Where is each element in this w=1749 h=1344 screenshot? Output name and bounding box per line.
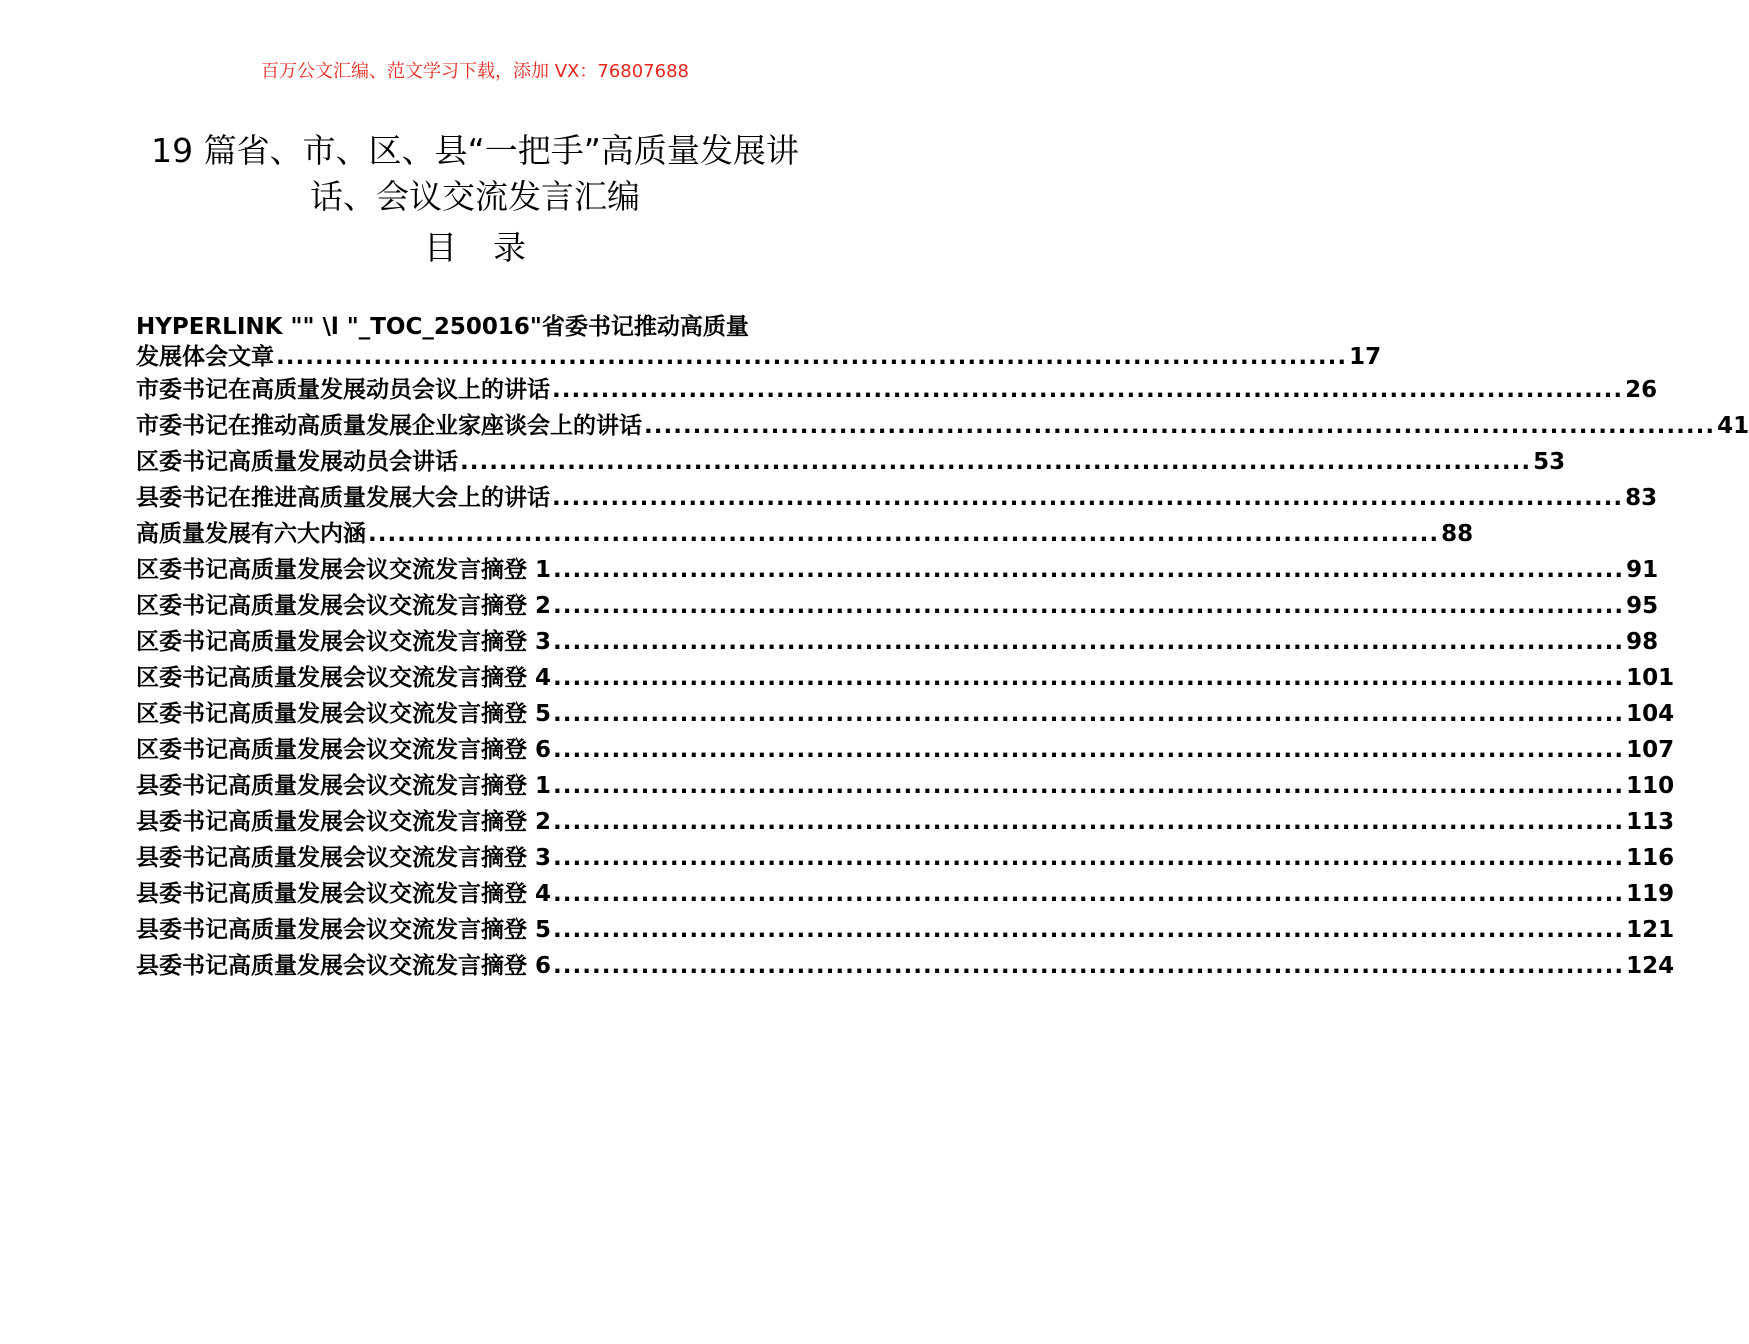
toc-entry-label: 县委书记高质量发展会议交流发言摘登 5 [136, 917, 552, 943]
toc-entry[interactable] [136, 480, 1658, 516]
toc-leader-dots: .............................................................................................................. [644, 413, 1716, 439]
toc-entry-page: 91 [1626, 557, 1659, 583]
toc-entry-page: 124 [1626, 953, 1675, 979]
toc-leader-dots: .............................................................................................................. [553, 809, 1625, 835]
toc-entry[interactable] [136, 372, 1658, 408]
toc-list [136, 312, 1749, 984]
toc-entry[interactable] [136, 948, 1675, 984]
toc-entry[interactable] [136, 696, 1675, 732]
toc-entry-page: 95 [1626, 593, 1659, 619]
toc-leader-dots: .............................................................................................................. [460, 449, 1532, 475]
toc-entry-label: 县委书记在推进高质量发展大会上的讲话 [136, 485, 550, 511]
toc-entry-label-line1: HYPERLINK "" \l "_TOC_250016"省委书记推动高质量 [136, 314, 749, 340]
toc-entry-label: 市委书记在高质量发展动员会议上的讲话 [136, 377, 550, 403]
toc-entry-page: 83 [1625, 485, 1658, 511]
title-line-1: 19 篇省、市、区、县“一把手”高质量发展讲 [151, 131, 799, 170]
toc-entry[interactable] [136, 768, 1675, 804]
toc-entry[interactable] [136, 732, 1675, 768]
toc-entry[interactable] [136, 912, 1675, 948]
toc-entry[interactable] [136, 516, 1474, 552]
toc-entry-label: 区委书记高质量发展会议交流发言摘登 4 [136, 665, 552, 691]
toc-entry-label: 区委书记高质量发展动员会讲话 [136, 449, 458, 475]
toc-entry-page: 88 [1441, 521, 1474, 547]
toc-entry-page: 17 [1349, 344, 1382, 370]
toc-heading: 目录 [424, 228, 562, 267]
toc-entry-page: 98 [1626, 629, 1659, 655]
toc-entry-label: 县委书记高质量发展会议交流发言摘登 3 [136, 845, 552, 871]
toc-leader-dots: .............................................................................................................. [553, 917, 1625, 943]
title-line-2: 话、会议交流发言汇编 [310, 177, 640, 216]
toc-entry-page: 113 [1626, 809, 1675, 835]
toc-entry-page: 41 [1717, 413, 1749, 439]
toc-leader-dots: .............................................................................................................. [553, 773, 1625, 799]
toc-entry[interactable] [136, 624, 1659, 660]
toc-entry-label: 区委书记高质量发展会议交流发言摘登 5 [136, 701, 552, 727]
toc-entry-page: 116 [1626, 845, 1675, 871]
toc-leader-dots: .............................................................................................................. [276, 344, 1348, 370]
toc-leader-dots: .............................................................................................................. [553, 629, 1625, 655]
toc-entry-label: 县委书记高质量发展会议交流发言摘登 4 [136, 881, 552, 907]
toc-entry[interactable] [136, 804, 1675, 840]
toc-entry-label: 县委书记高质量发展会议交流发言摘登 2 [136, 809, 552, 835]
toc-entry-page: 53 [1533, 449, 1566, 475]
toc-leader-dots: .............................................................................................................. [553, 593, 1625, 619]
toc-entry-label: 县委书记高质量发展会议交流发言摘登 6 [136, 953, 552, 979]
toc-leader-dots: .............................................................................................................. [553, 665, 1625, 691]
toc-leader-dots: .............................................................................................................. [553, 881, 1625, 907]
toc-entry-label: 高质量发展有六大内涵 [136, 521, 366, 547]
toc-entry-page: 26 [1625, 377, 1658, 403]
toc-entry-page: 121 [1626, 917, 1675, 943]
toc-leader-dots: .............................................................................................................. [553, 845, 1625, 871]
toc-entry[interactable] [136, 876, 1675, 912]
toc-entry-label: 区委书记高质量发展会议交流发言摘登 6 [136, 737, 552, 763]
toc-entry-page: 110 [1626, 773, 1675, 799]
toc-entry-label: 区委书记高质量发展会议交流发言摘登 1 [136, 557, 552, 583]
toc-leader-dots: .............................................................................................................. [553, 701, 1625, 727]
toc-entry-label: 区委书记高质量发展会议交流发言摘登 2 [136, 593, 552, 619]
toc-leader-dots: .............................................................................................................. [368, 521, 1440, 547]
toc-leader-dots: .............................................................................................................. [553, 953, 1625, 979]
toc-leader-dots: .............................................................................................................. [552, 485, 1624, 511]
toc-entry[interactable] [136, 552, 1659, 588]
toc-entry-page: 119 [1626, 881, 1675, 907]
toc-entry-label: 市委书记在推动高质量发展企业家座谈会上的讲话 [136, 413, 642, 439]
toc-entry[interactable] [136, 660, 1675, 696]
header-note: 百万公文汇编、范文学习下载，添加 VX：76807688 [261, 61, 689, 82]
toc-entry[interactable] [136, 408, 1749, 444]
toc-leader-dots: .............................................................................................................. [552, 377, 1624, 403]
toc-entry-label: 县委书记高质量发展会议交流发言摘登 1 [136, 773, 552, 799]
toc-leader-dots: .............................................................................................................. [553, 737, 1625, 763]
toc-entry-page: 101 [1626, 665, 1675, 691]
toc-leader-dots: .............................................................................................................. [553, 557, 1625, 583]
toc-entry[interactable] [136, 312, 1382, 372]
toc-entry[interactable] [136, 444, 1566, 480]
toc-entry-page: 107 [1626, 737, 1675, 763]
toc-entry-label-line2: 发展体会文章 [136, 344, 274, 370]
document-title [120, 128, 830, 220]
toc-entry-page: 104 [1626, 701, 1675, 727]
toc-rows [136, 372, 1749, 984]
toc-entry-label: 区委书记高质量发展会议交流发言摘登 3 [136, 629, 552, 655]
toc-entry[interactable] [136, 588, 1659, 624]
toc-entry[interactable] [136, 840, 1675, 876]
